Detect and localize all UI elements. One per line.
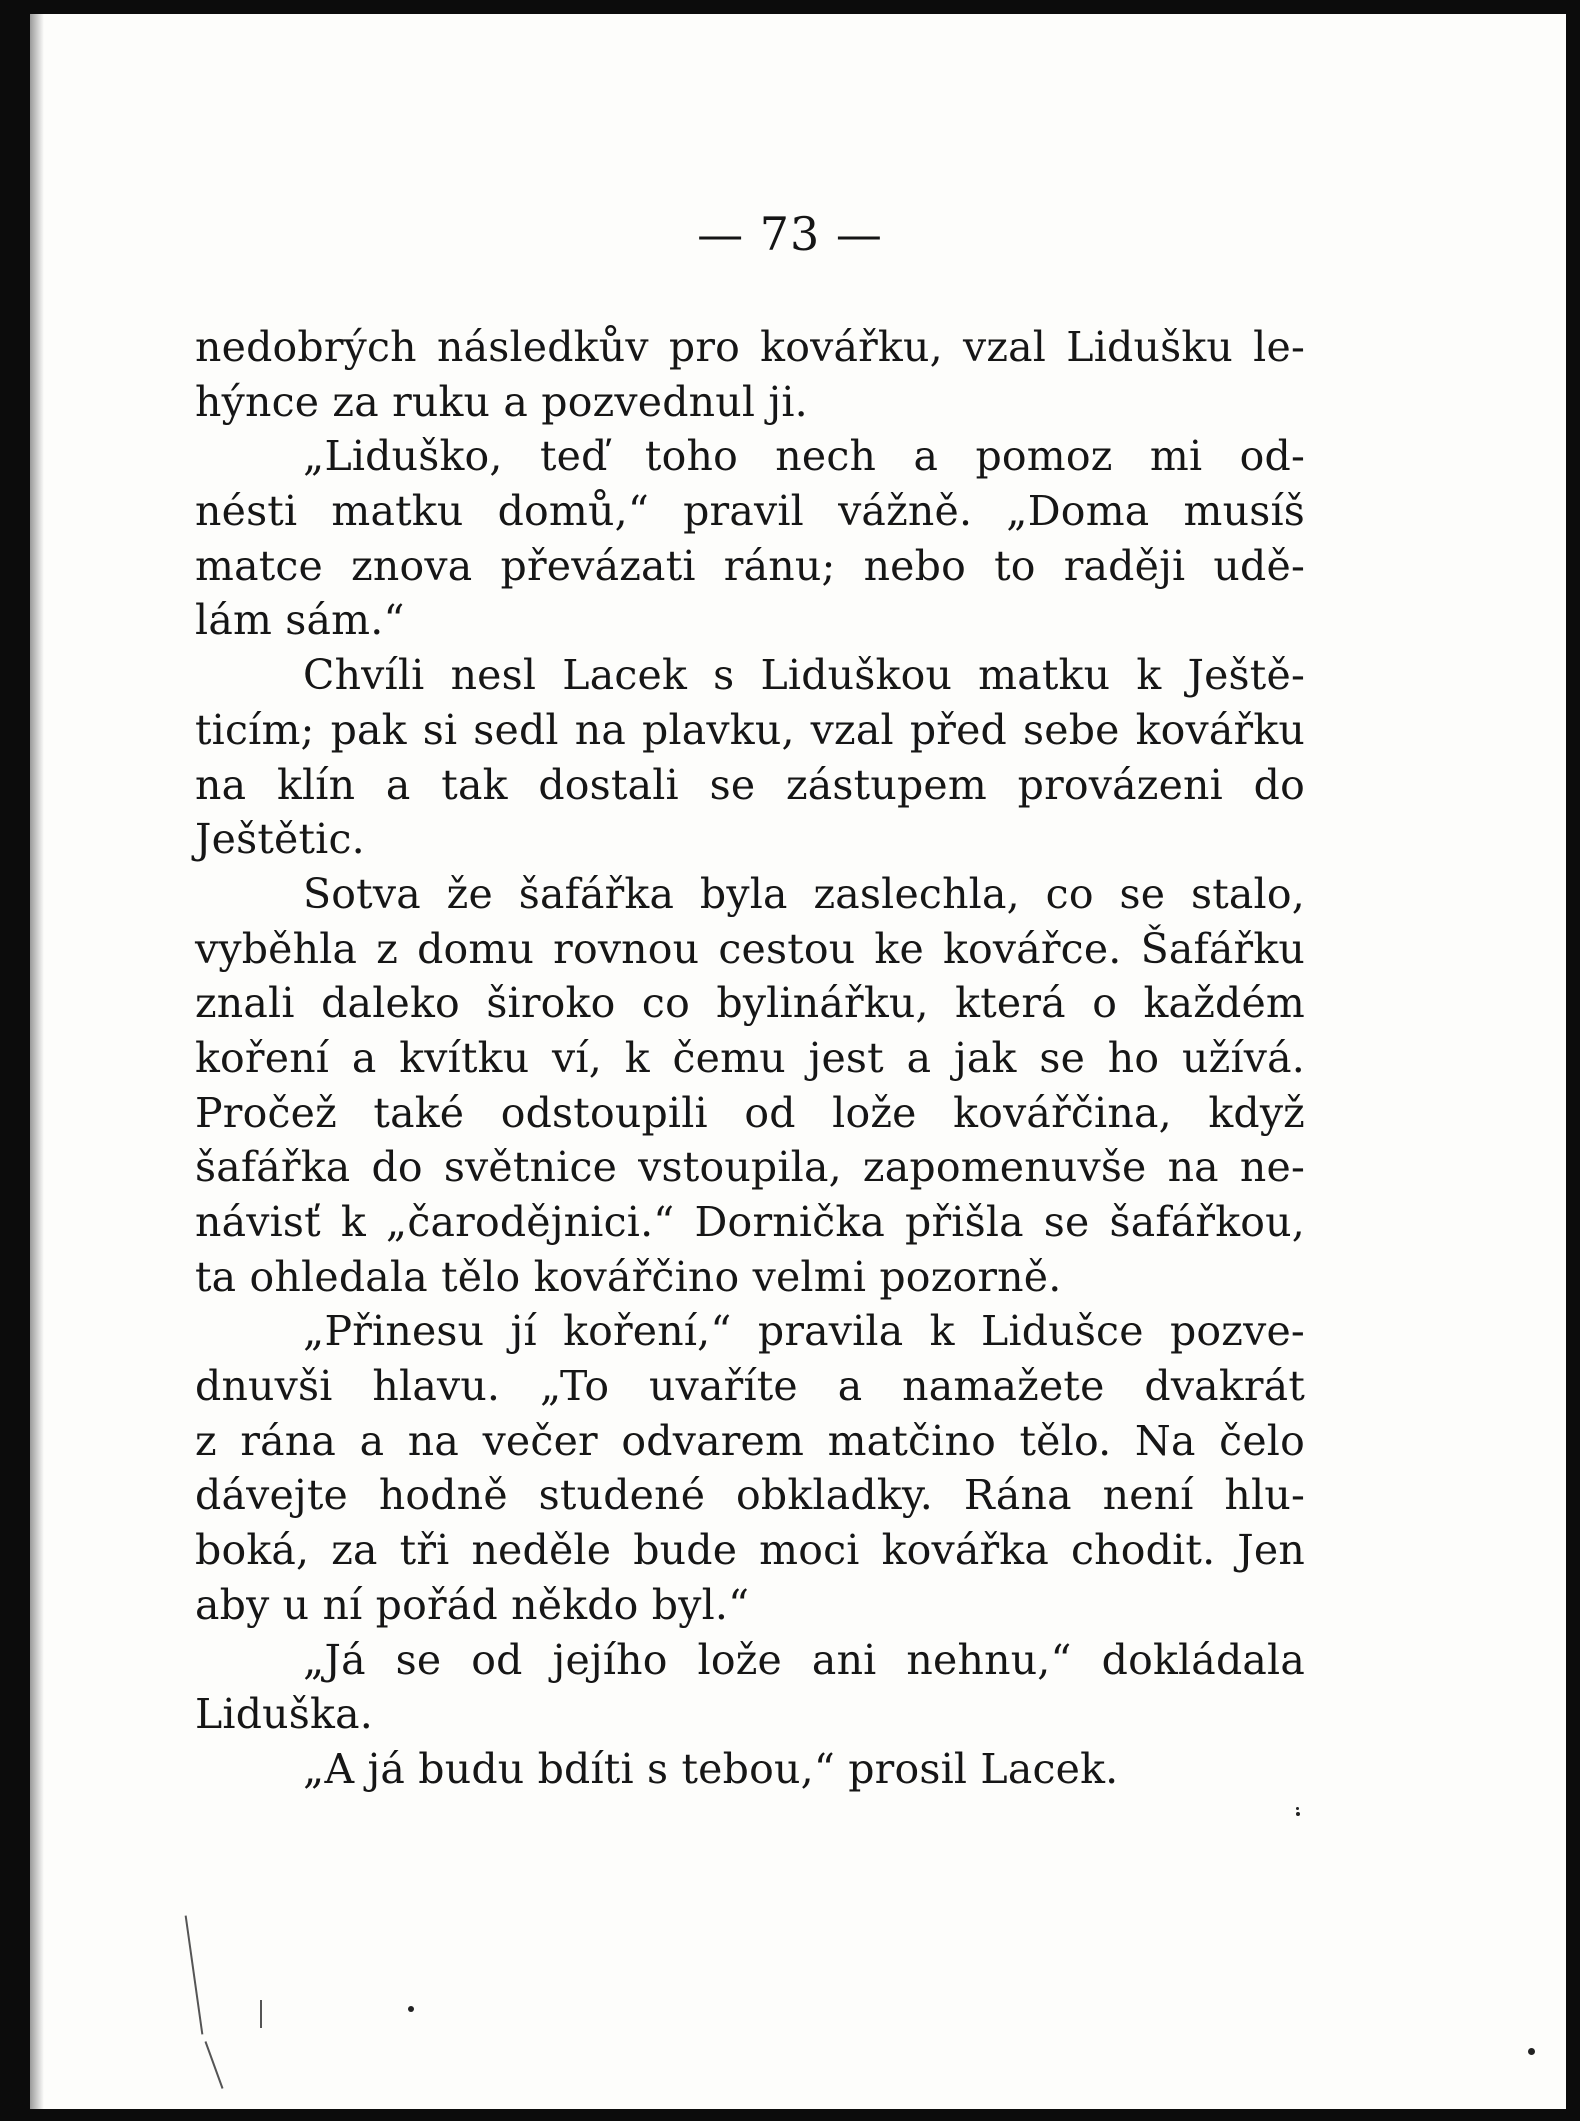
scan-scratch bbox=[260, 2000, 262, 2028]
text-line: Chvíli nesl Lacek s Liduškou matku k Ještě- bbox=[303, 651, 1305, 700]
text-line: znali daleko široko co bylinářku, která o každém bbox=[195, 979, 1305, 1028]
text-line: ta ohledala tělo kovářčino velmi pozorně. bbox=[195, 1252, 1062, 1301]
text-line: koření a kvítku ví, k čemu jest a jak se ho užívá. bbox=[195, 1033, 1305, 1082]
text-line: šafářka do světnice vstoupila, zapomenuvše na ne- bbox=[195, 1143, 1305, 1192]
scan-speck bbox=[1296, 1807, 1299, 1810]
text-line: matce znova převázati ránu; nebo to raději udě- bbox=[195, 541, 1305, 590]
text-line: boká, za tři neděle bude moci kovářka chodit. Jen bbox=[195, 1526, 1305, 1575]
text-line: lám sám.“ bbox=[195, 596, 405, 645]
text-line: Ještětic. bbox=[195, 815, 365, 864]
text-line: „Přinesu jí koření,“ pravila k Lidušce pozve- bbox=[303, 1307, 1305, 1356]
page-number: — 73 — bbox=[697, 207, 883, 261]
body-text bbox=[195, 320, 1305, 1797]
text-line: nedobrých následkův pro kovářku, vzal Lidušku le- bbox=[195, 323, 1305, 371]
text-line: dávejte hodně studené obkladky. Rána není hlu- bbox=[195, 1471, 1305, 1520]
text-line: „Liduško, teď toho nech a pomoz mi od- bbox=[303, 432, 1305, 481]
text-line: z rána a na večer odvarem matčino tělo. Na čelo bbox=[195, 1416, 1305, 1465]
text-line: dnuvši hlavu. „To uvaříte a namažete dvakrát bbox=[195, 1362, 1305, 1411]
text-line: na klín a tak dostali se zástupem provázeni do bbox=[195, 760, 1305, 809]
text-line: „Já se od jejího lože ani nehnu,“ dokládala bbox=[303, 1635, 1305, 1684]
binding-shadow bbox=[30, 14, 44, 2109]
text-line: „A já budu bdíti s tebou,“ prosil Lacek. bbox=[303, 1744, 1119, 1793]
text-line: vyběhla z domu rovnou cestou ke kovářce. Šafářku bbox=[195, 924, 1305, 973]
scan-speck bbox=[408, 2006, 414, 2012]
scan-speck bbox=[1296, 1812, 1300, 1816]
text-line: nésti matku domů,“ pravil vážně. „Doma musíš bbox=[195, 487, 1305, 536]
scan-speck bbox=[1528, 2048, 1535, 2055]
text-line: hýnce za ruku a pozvednul ji. bbox=[195, 377, 808, 426]
text-line: aby u ní pořád někdo byl.“ bbox=[195, 1580, 750, 1629]
text-line: Pročež také odstoupili od lože kovářčina, když bbox=[195, 1088, 1305, 1137]
text-line: návisť k „čarodějnici.“ Dornička přišla se šafářkou, bbox=[195, 1198, 1305, 1246]
text-line: Liduška. bbox=[195, 1690, 373, 1739]
text-line: ticím; pak si sedl na plavku, vzal před sebe kovářku bbox=[195, 705, 1305, 754]
text-line: Sotva že šafářka byla zaslechla, co se stalo, bbox=[303, 869, 1305, 918]
